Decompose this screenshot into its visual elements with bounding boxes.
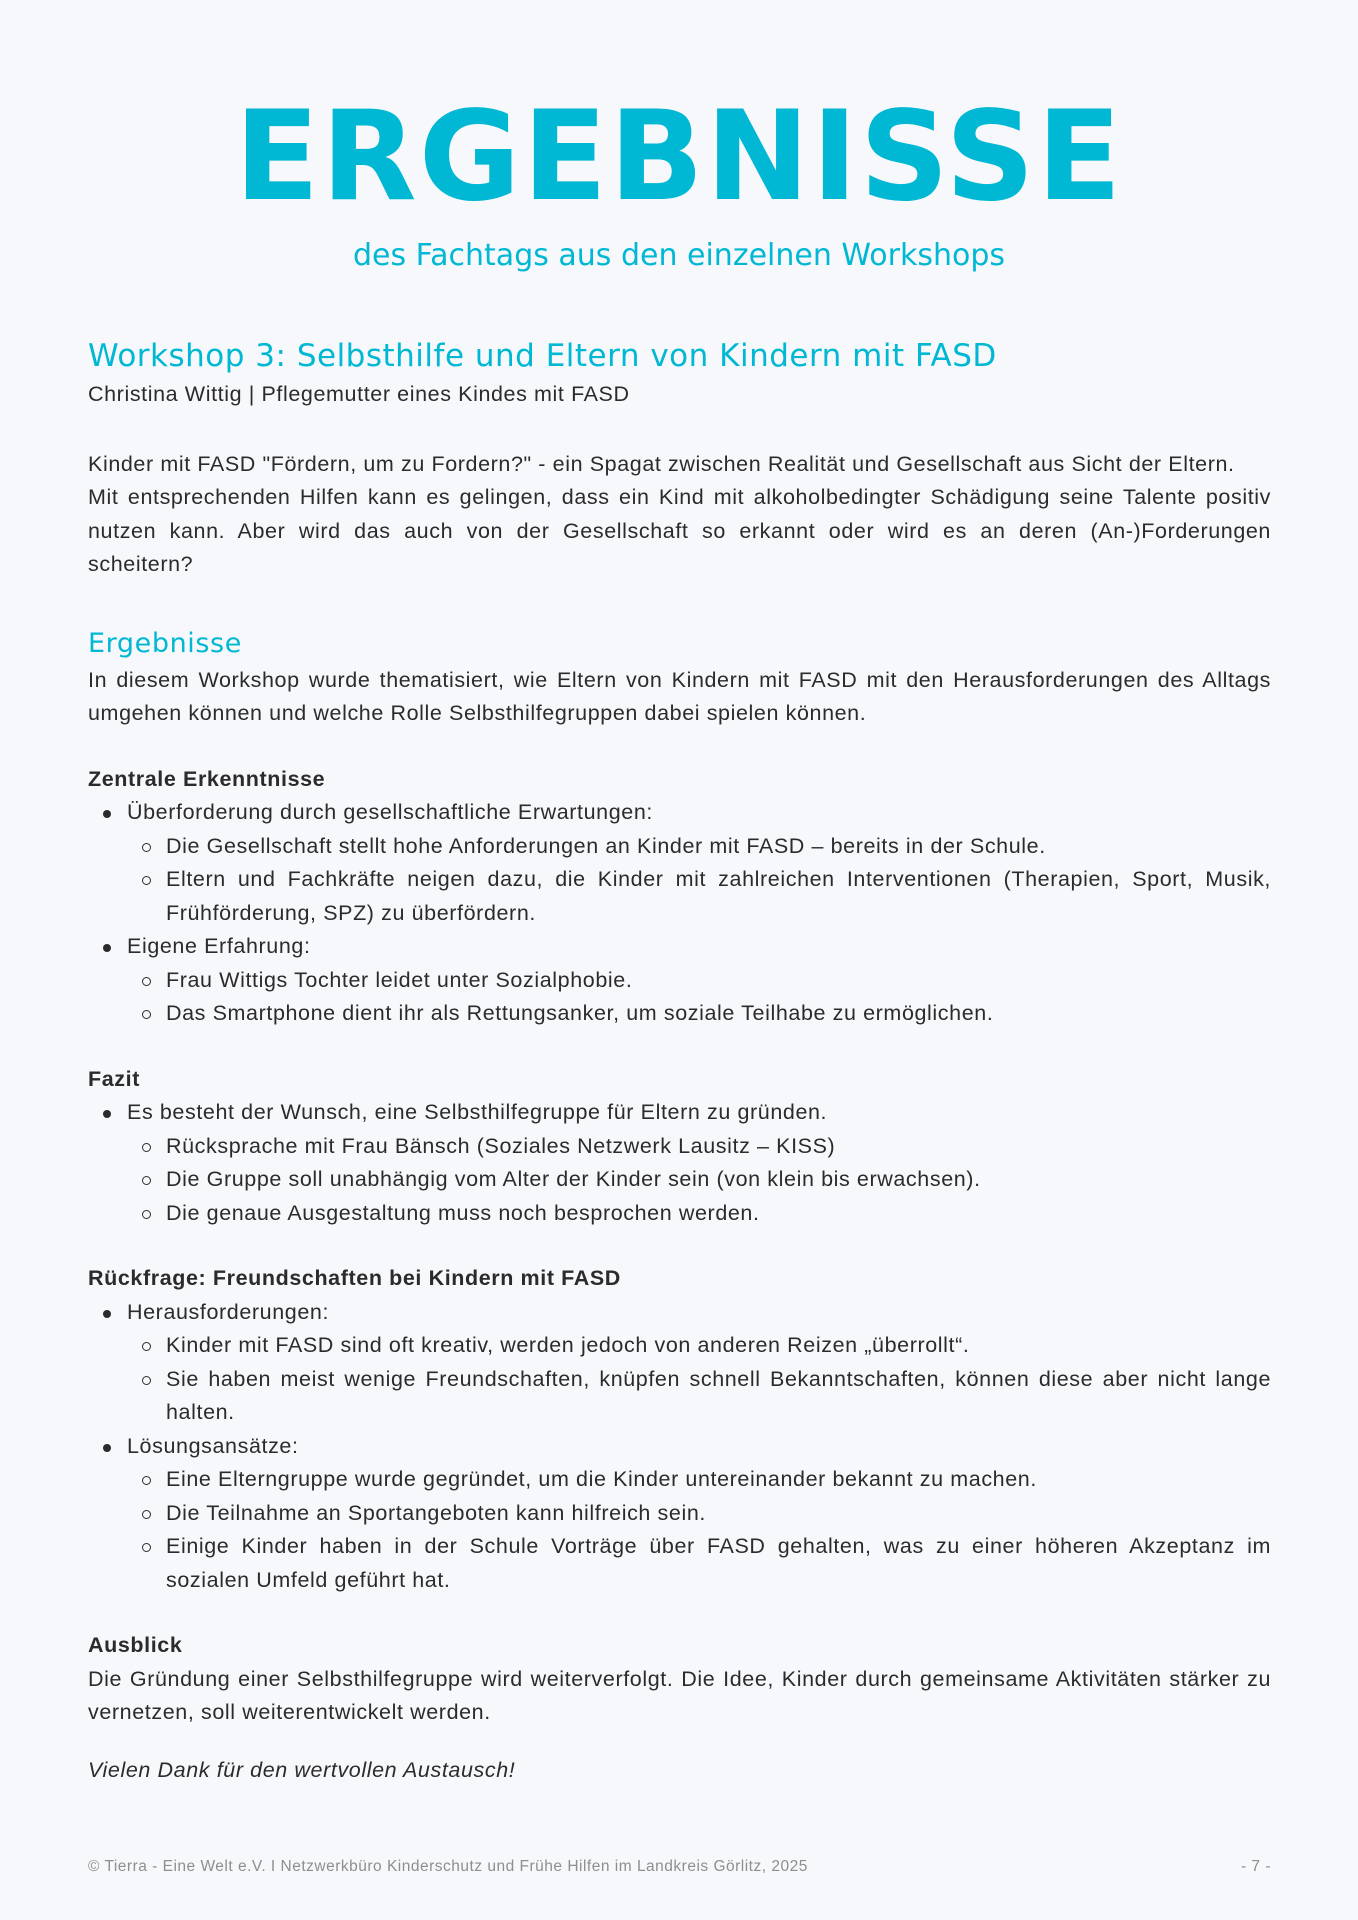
list-item-label: Es besteht der Wunsch, eine Selbsthilfegruppe für Eltern zu gründen. <box>127 1100 828 1124</box>
results-heading: Ergebnisse <box>88 627 242 659</box>
findings-heading: Zentrale Erkenntnisse <box>88 766 326 791</box>
list-item-label: Lösungsansätze: <box>127 1433 299 1458</box>
outlook-text: Die Gründung einer Selbsthilfegruppe wird weiterverfolgt. Die Idee, Kinder durch gemeinsame Aktivitäten stärker zu vernetzen, soll weiterentwickelt werden. <box>88 1666 1271 1724</box>
outlook-heading: Ausblick <box>88 1633 183 1657</box>
list-item-label: Herausforderungen: <box>127 1299 330 1324</box>
sub-list-item: Sie haben meist wenige Freundschaften, knüpfen schnell Bekanntschaften, können diese aber nicht lange halten. <box>166 1363 1271 1430</box>
conclusion-list <box>88 1096 1271 1230</box>
page-footer <box>88 1856 1271 1878</box>
sub-list-item: Die genaue Ausgestaltung muss noch besprochen werden. <box>166 1197 1271 1231</box>
list-item-label: Eigene Erfahrung: <box>127 934 311 958</box>
sub-list-item: Eine Elterngruppe wurde gegründet, um die Kinder untereinander bekannt zu machen. <box>166 1463 1271 1497</box>
workshop-heading: Workshop 3: Selbsthilfe und Eltern von Kindern mit FASD <box>88 338 997 374</box>
results-text: In diesem Workshop wurde thematisiert, wie Eltern von Kindern mit FASD mit den Herausforderungen des Alltags umgehen können und welche Rolle Selbsthilfegruppen dabei spielen können. <box>88 667 1271 725</box>
content <box>88 334 1271 1787</box>
sub-list <box>127 830 1271 931</box>
sub-list-item: Rücksprache mit Frau Bänsch (Soziales Netzwerk Lausitz – KISS) <box>166 1130 1271 1164</box>
question-list <box>88 1296 1271 1598</box>
page-number: - 7 - <box>1240 1858 1271 1875</box>
list-item <box>127 1096 1271 1230</box>
page-subtitle: des Fachtags aus den einzelnen Workshops <box>352 238 1006 273</box>
list-item <box>127 930 1271 1031</box>
list-item <box>127 796 1271 930</box>
sub-list-item: Die Teilnahme an Sportangeboten kann hilfreich sein. <box>166 1497 1271 1531</box>
page-title: ERGEBNISSE <box>234 85 1124 229</box>
intro-paragraph-1: Kinder mit FASD "Fördern, um zu Fordern?" - ein Spagat zwischen Realität und Gesellschaft aus Sicht der Eltern. <box>88 451 1235 476</box>
conclusion-heading: Fazit <box>88 1066 140 1091</box>
sub-list <box>127 964 1271 1031</box>
list-item <box>127 1430 1271 1598</box>
footer-copyright: © Tierra - Eine Welt e.V. I Netzwerkbüro Kinderschutz und Frühe Hilfen im Landkreis Görlitz, 2025 <box>88 1858 808 1875</box>
sub-list-item: Das Smartphone dient ihr als Rettungsanker, um soziale Teilhabe zu ermöglichen. <box>166 997 1271 1031</box>
intro-paragraph-2: Mit entsprechenden Hilfen kann es gelingen, dass ein Kind mit alkoholbedingter Schädigung seine Talente positiv nutzen kann. Aber wird das auch von der Gesellschaft so erkannt oder wird es an deren (An-)Forderungen scheitern? <box>88 485 1271 576</box>
sub-list-item: Frau Wittigs Tochter leidet unter Sozialphobie. <box>166 964 1271 998</box>
sub-list-item: Kinder mit FASD sind oft kreativ, werden jedoch von anderen Reizen „überrollt“. <box>166 1329 1271 1363</box>
closing-note: Vielen Dank für den wertvollen Austausch! <box>88 1757 516 1782</box>
sub-list <box>127 1130 1271 1231</box>
sub-list-item: Die Gruppe soll unabhängig vom Alter der Kinder sein (von klein bis erwachsen). <box>166 1163 1271 1197</box>
sub-list <box>127 1329 1271 1430</box>
sub-list-item: Die Gesellschaft stellt hohe Anforderungen an Kinder mit FASD – bereits in der Schule. <box>166 830 1271 864</box>
sub-list-item: Einige Kinder haben in der Schule Vorträge über FASD gehalten, was zu einer höheren Akzeptanz im sozialen Umfeld geführt hat. <box>166 1530 1271 1597</box>
sub-list <box>127 1463 1271 1597</box>
findings-list <box>88 796 1271 1031</box>
list-item <box>127 1296 1271 1430</box>
workshop-speaker: Christina Wittig | Pflegemutter eines Kindes mit FASD <box>88 382 630 406</box>
list-item-label: Überforderung durch gesellschaftliche Erwartungen: <box>127 800 653 824</box>
question-heading: Rückfrage: Freundschaften bei Kindern mit FASD <box>88 1266 621 1290</box>
sub-list-item: Eltern und Fachkräfte neigen dazu, die Kinder mit zahlreichen Interventionen (Therapien, Sport, Musik, Frühförderung, SPZ) zu überfördern. <box>166 863 1271 930</box>
